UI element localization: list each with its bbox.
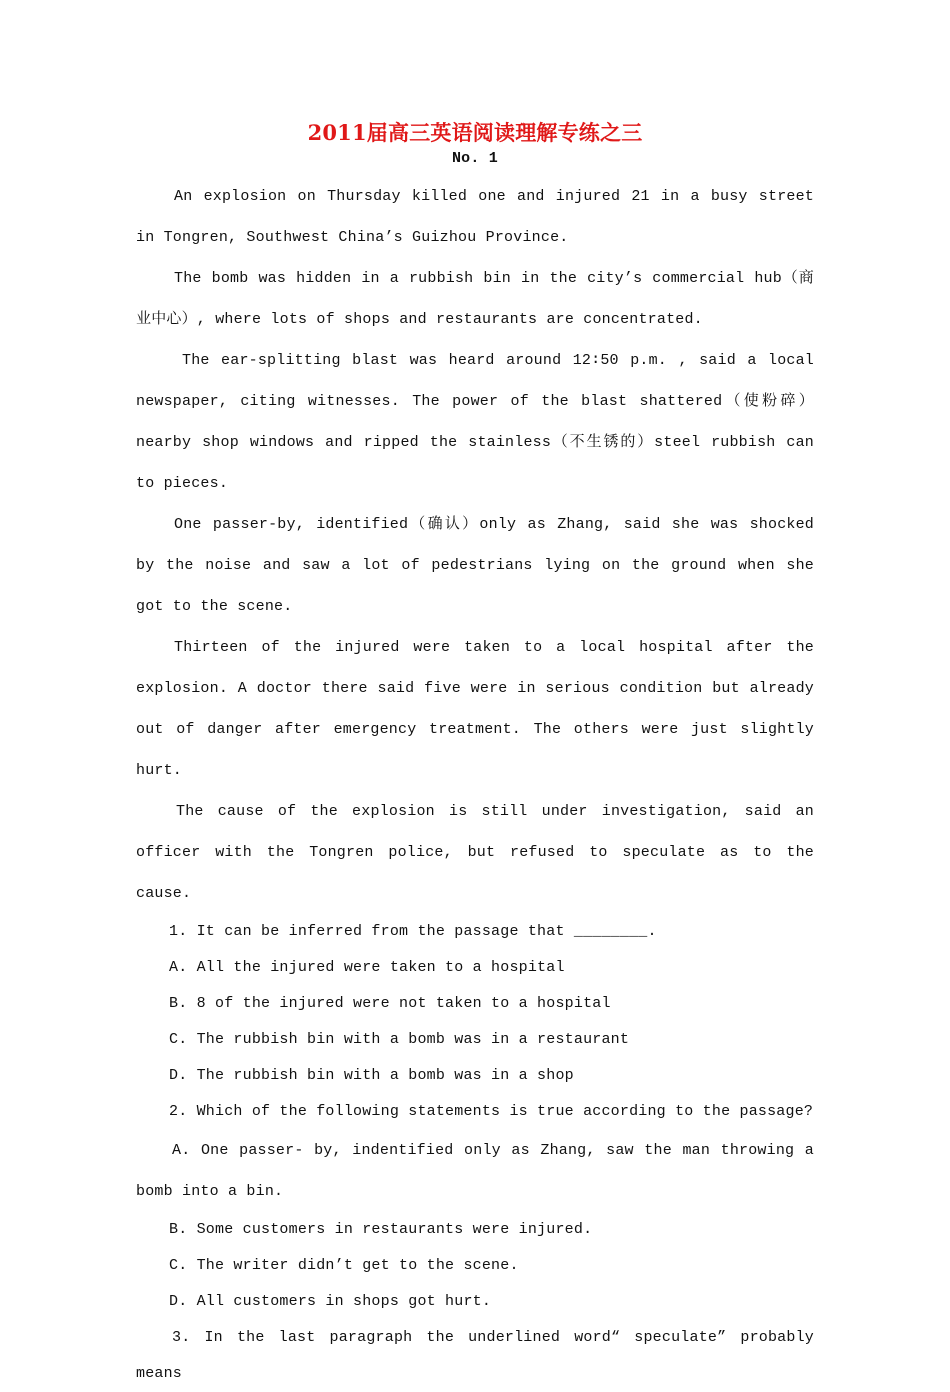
question-3-stem: 3. In the last paragraph the underlined word“ speculate” probably means bbox=[136, 1329, 814, 1382]
question-2-option-d: D. All customers in shops got hurt. bbox=[169, 1293, 492, 1310]
question-2-option-b: B. Some customers in restaurants were injured. bbox=[169, 1221, 593, 1238]
paragraph-2: The bomb was hidden in a rubbish bin in the city’s commercial hub（商业中心）, where lots of shops and restaurants are concentrated. bbox=[136, 270, 814, 328]
question-2-option-c: C. The writer didn’t get to the scene. bbox=[169, 1257, 519, 1274]
question-1-stem: 1. It can be inferred from the passage that ________. bbox=[169, 923, 657, 940]
question-1-option-c: C. The rubbish bin with a bomb was in a restaurant bbox=[169, 1031, 630, 1048]
question-2-option-a: A. One passer- by, indentified only as Zhang, saw the man throwing a bomb into a bin. bbox=[136, 1142, 814, 1200]
passage-number: No. 1 bbox=[451, 150, 498, 167]
paragraph-4: One passer-by, identified（确认）only as Zhang, said she was shocked by the noise and saw a lot of pedestrians lying on the ground when she got to the scene. bbox=[136, 516, 814, 615]
paragraph-1: An explosion on Thursday killed one and injured 21 in a busy street in Tongren, Southwest China’s Guizhou Province. bbox=[136, 188, 814, 246]
question-2-stem: 2. Which of the following statements is true according to the passage? bbox=[169, 1103, 814, 1120]
document-title: 2011届高三英语阅读理解专练之三 bbox=[307, 120, 643, 145]
question-1-option-d: D. The rubbish bin with a bomb was in a shop bbox=[169, 1067, 574, 1084]
question-1-option-b: B. 8 of the injured were not taken to a hospital bbox=[169, 995, 611, 1012]
question-1-option-a: A. All the injured were taken to a hospital bbox=[169, 959, 565, 976]
paragraph-6: The cause of the explosion is still under investigation, said an officer with the Tongren police, but refused to speculate as to the cause. bbox=[136, 803, 814, 902]
document-page bbox=[136, 118, 814, 1392]
paragraph-3: The ear-splitting blast was heard around 12∶50 p.m. , said a local newspaper, citing witnesses. The power of the blast shattered（使粉碎）nearby shop windows and ripped the stainless（不生锈的）steel rubbish can to pieces. bbox=[136, 352, 814, 492]
paragraph-5: Thirteen of the injured were taken to a local hospital after the explosion. A doctor there said five were in serious condition but already out of danger after emergency treatment. The others were just slightly hurt. bbox=[136, 639, 814, 779]
